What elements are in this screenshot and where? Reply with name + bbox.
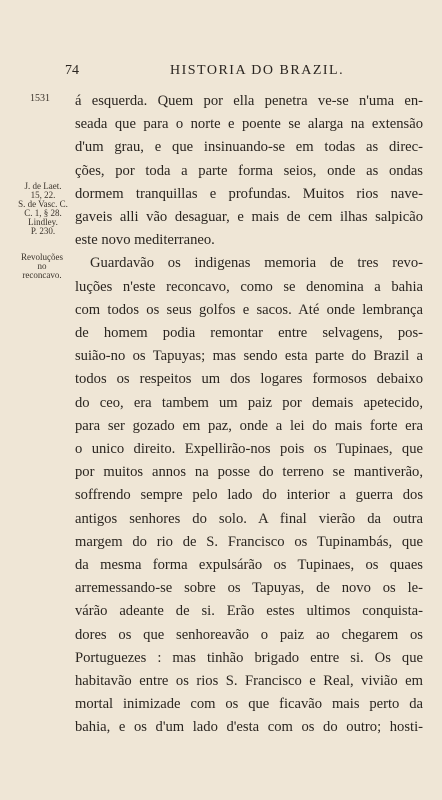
text-line: habitavão entre os rios S. Francisco e Real, vivião em: [75, 673, 423, 690]
running-title: HISTORIA DO BRAZIL.: [170, 63, 345, 78]
margin-ref-line: P. 230.: [30, 226, 56, 236]
paragraph-2: [75, 252, 423, 739]
text-line: margem do rio de S. Francisco os Tupinambás, que: [75, 533, 423, 550]
margin-section-note: [14, 253, 70, 280]
text-line: á esquerda. Quem por ella penetra ve-se n'uma en-: [75, 93, 423, 109]
margin-section-line: no: [37, 261, 47, 271]
text-line: dormem tranquillas e profundas. Muitos rios nave-: [75, 185, 423, 202]
body-text: [75, 90, 423, 740]
text-line: antigos senhores do solo. A final vierão da outra: [75, 510, 423, 527]
page-number: 74: [65, 63, 79, 78]
text-line: com todos os seus golfos e sacos. Até onde lembrança: [75, 301, 423, 318]
margin-ref-line: C. 1, § 28.: [24, 208, 62, 218]
text-line: para ser gozado em paz, onde a lei do mais forte era: [75, 417, 423, 434]
text-line: gaveis alli vão desaguar, e mais de cem ilhas salpicão: [75, 209, 423, 226]
margin-year: 1531: [30, 93, 50, 104]
margin-ref-line: 15, 22.: [30, 190, 56, 200]
margin-ref-line: Lindley.: [28, 217, 58, 227]
text-line: do ceo, era tambem um paiz por demais apetecido,: [75, 394, 423, 411]
text-line: bahia, e os d'um lado d'esta com os do outro; hosti-: [75, 719, 423, 736]
text-line: d'um grau, e que insinuando-se em todas as direc-: [75, 139, 423, 156]
paragraph-1: [75, 90, 423, 252]
margin-ref-line: J. de Laet.: [24, 181, 62, 191]
margin-section-line: reconcavo.: [22, 270, 62, 280]
text-line: dores os que senhoreavão o paiz ao chegarem os: [75, 626, 423, 643]
margin-references: [18, 182, 68, 236]
text-line: suião-no os Tapuyas; mas sendo esta parte do Brazil a: [75, 348, 423, 365]
text-line: soffrendo sempre pelo lado do interior a guerra dos: [75, 487, 423, 504]
text-line: ções, por toda a parte forma seios, onde as ondas: [75, 162, 423, 179]
text-line: de homem podia remontar entre selvagens, pos-: [75, 325, 423, 342]
text-line: arremessando-se sobre os Tapuyas, de novo os le-: [75, 580, 423, 597]
text-line: Guardavão os indigenas memoria de tres revo-: [90, 255, 423, 272]
text-line: o unico direito. Expellirão-nos pois os Tupinaes, que: [75, 441, 423, 458]
text-line: este novo mediterraneo.: [75, 232, 215, 249]
page-header: [0, 63, 442, 81]
text-line: seada que para o norte e poente se alarga na extensão: [75, 116, 423, 133]
margin-ref-line: S. de Vasc. C.: [18, 199, 68, 209]
text-line: da mesma forma expulsárão os Tupinaes, os quaes: [75, 557, 423, 574]
margin-section-line: Revoluções: [21, 252, 63, 262]
text-line: mortal inimizade com os que ficavão mais perto da: [75, 696, 423, 713]
text-line: todos os respeitos um dos logares formosos debaixo: [75, 371, 423, 388]
text-line: Portuguezes : mas tinhão brigado entre si. Os que: [75, 649, 423, 666]
text-line: por muitos annos na posse do terreno se mantiverão,: [75, 464, 423, 481]
text-line: várão adeante de si. Erão estes ultimos conquista-: [75, 603, 423, 620]
text-line: luções n'este reconcavo, como se denomina a bahia: [75, 278, 423, 295]
